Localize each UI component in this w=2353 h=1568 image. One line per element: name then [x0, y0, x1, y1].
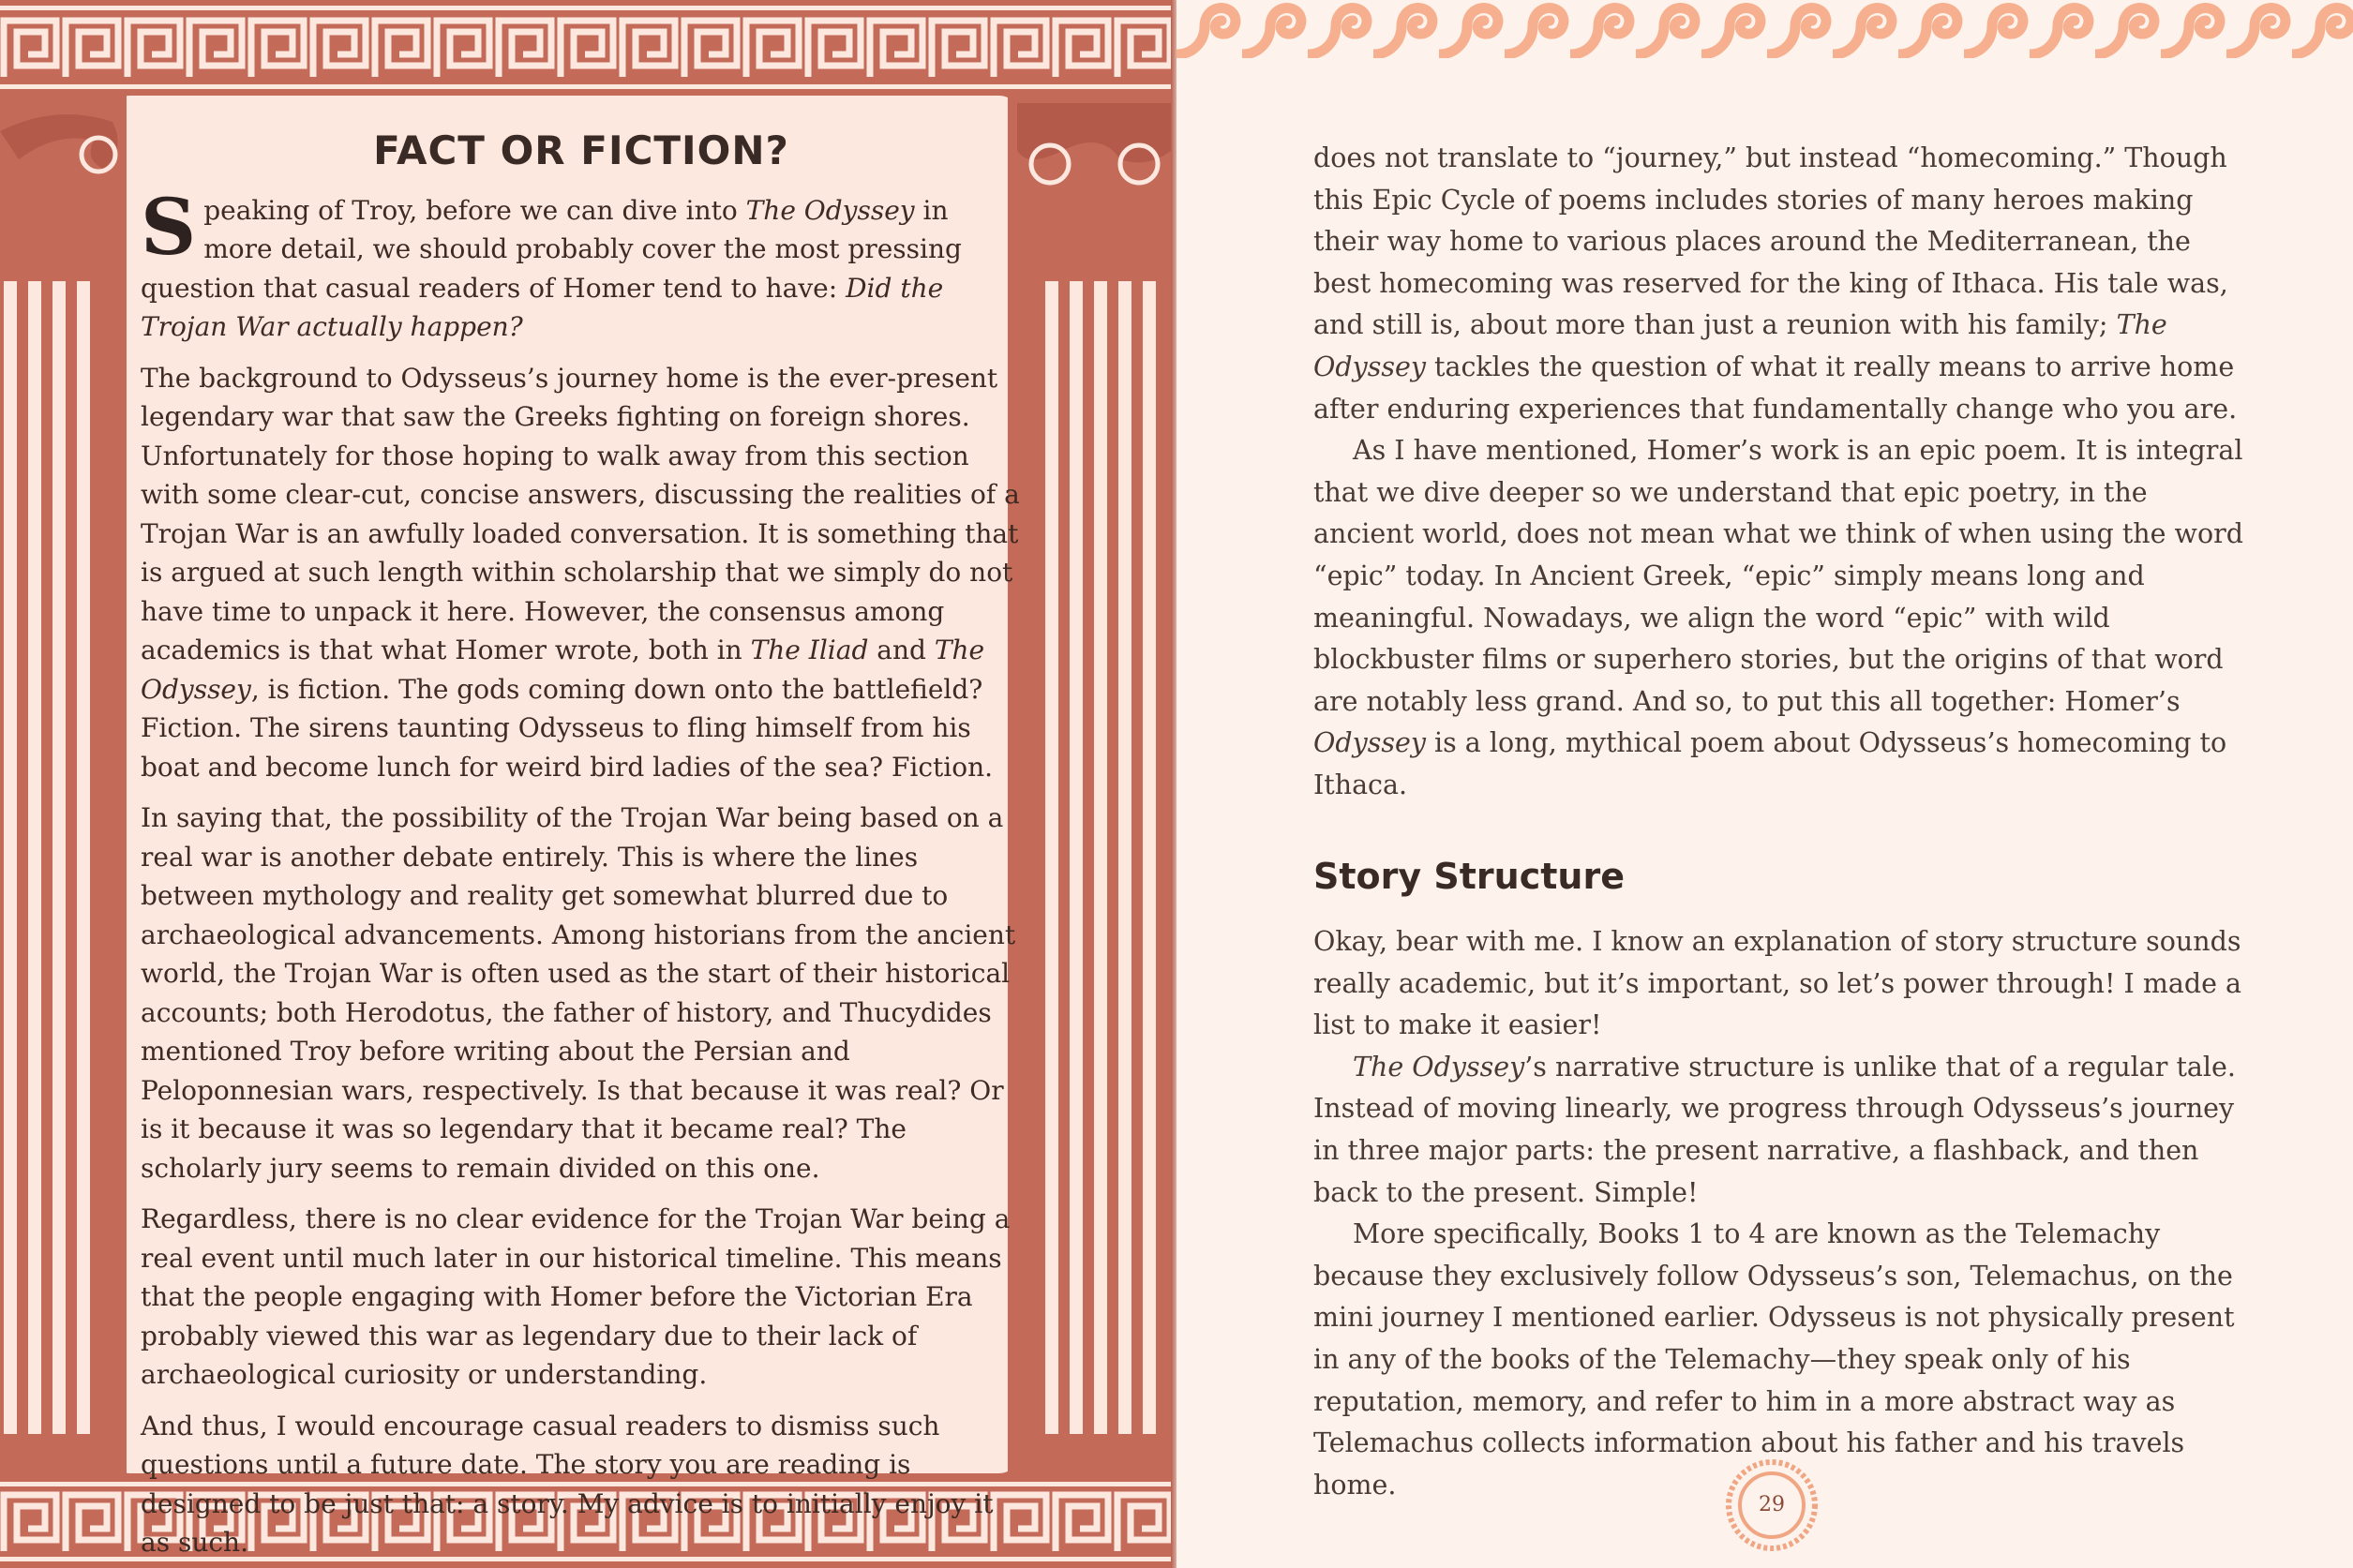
left-column-icon — [0, 94, 127, 1481]
left-page — [0, 0, 1176, 1568]
text-span: ’s narrative structure is unlike that of a regular tale. Instead of moving linearly, we progress through Odysseus’s journey in three major parts: the present narrative, a flashback, and then back to the present. Simple! — [1313, 1051, 2236, 1208]
paragraph-structure-intro: Okay, bear with me. I know an explanation of story structure sounds really academic, but it’s important, so let’s power through! I made a list to make it easier! — [1313, 926, 2242, 1041]
text-span: tackles the question of what it really means to arrive home after enduring experiences that fundamentally change who you are. — [1313, 351, 2238, 425]
paragraph-epic — [1313, 430, 2251, 806]
right-page-body — [1313, 138, 2251, 1506]
text-span: in more detail, we should probably cover the most pressing question that casual readers of Homer tend to have: — [141, 194, 962, 304]
paragraph-evidence: Regardless, there is no clear evidence for the Trojan War being a real event until much later in our historical timeline. This means that the people engaging with Homer before the Victorian Era probably viewed this war as legendary due to their lack of archaeological curiosity or understanding. — [141, 1203, 1011, 1390]
subsection-title: Story Structure — [1313, 855, 1625, 897]
text-span: does not translate to “journey,” but instead “homecoming.” Though this Epic Cycle of poems includes stories of many heroes making their way home to various places around the Mediterranean, the best homecoming was reserved for the king of Ithaca. His tale was, and still is, about more than just a reunion with his family; — [1313, 142, 2228, 341]
page-number: 29 — [1759, 1493, 1785, 1516]
italic-title: The Odyssey — [141, 635, 985, 705]
wave-border-icon — [1176, 0, 2353, 58]
paragraph-structure — [1313, 1047, 2251, 1214]
left-page-body — [141, 124, 1022, 1568]
section-title: FACT OR FICTION? — [373, 127, 789, 173]
text-span: The background to Odysseus’s journey home is the ever-present legendary war that saw the Greeks fighting on foreign shores. Unfortunately for those hoping to walk away from this section with some clear-cut, concise answers, discussing the realities of a Trojan War is an awfully loaded conversation. It is something that is argued at such length within scholarship that we simply do not have time to unpack it here. However, the consensus among academics is that what Homer wrote, both in — [141, 362, 1020, 665]
italic-title: The Odyssey — [1353, 1051, 1525, 1083]
paragraph-debate: In saying that, the possibility of the Trojan War being based on a real war is another debate entirely. This is where the lines between mythology and reality get somewhat blurred due to archaeological advancements. Among historians from the ancient world, the Trojan War is often used as the start of their historical accounts; both Herodotus, the father of history, and Thucydides mentioned Troy before writing about the Persian and Peloponnesian wars, respectively. Is that because it was real? Or is it because it was so legendary that it became real? The scholarly jury seems to remain divided on this one. — [141, 802, 1016, 1184]
dropcap-letter: S — [141, 182, 197, 273]
italic-title: The Odyssey — [745, 194, 915, 226]
paragraph-advice: And thus, I would encourage casual readers to dismiss such questions until a future date. The story you are reading is designed to be just that: a story. My advice is to initially enjoy it as such. — [141, 1410, 994, 1558]
text-span: , is fiction. The gods coming down onto the battlefield? Fiction. The sirens taunting Odysseus to fling himself from his boat and become lunch for weird bird ladies of the sea? Fiction. — [141, 673, 994, 783]
italic-question: Did the Trojan War actually happen? — [141, 272, 944, 342]
italic-title: The Iliad — [750, 635, 869, 665]
italic-title: The Odyssey — [1313, 309, 2167, 382]
text-span: and — [868, 635, 935, 665]
right-page — [1176, 0, 2353, 1568]
text-span: is a long, mythical poem about Odysseus’s homecoming to Ithaca. — [1313, 727, 2227, 800]
paragraph-homecoming — [1313, 138, 2251, 430]
paragraph-intro — [141, 182, 1022, 347]
text-span: As I have mentioned, Homer’s work is an epic poem. It is integral that we dive deeper so we understand that epic poetry, in the ancient world, does not mean what we think of when using the word “epic” today. In Ancient Greek, “epic” simply means long and meaningful. Nowadays, we align the word “epic” with wild blockbuster films or superhero stories, but the origins of that word are notably less grand. And so, to put this all together: Homer’s — [1313, 435, 2243, 717]
page-number-badge — [1725, 1458, 1819, 1552]
paragraph-background — [141, 359, 1022, 787]
italic-title: Odyssey — [1313, 727, 1426, 759]
text-span: peaking of Troy, before we can dive into — [203, 194, 746, 226]
right-column-icon — [1008, 94, 1176, 1481]
paragraph-telemachy: More specifically, Books 1 to 4 are known as the Telemachy because they exclusively follow Odysseus’s son, Telemachus, on the mini journey I mentioned earlier. Odysseus is not physically present in any of the books of the Telemachy—they speak only of his reputation, memory, and refer to him in a more abstract way as Telemachus collects information about his father and his travels home. — [1313, 1218, 2235, 1501]
greek-key-border-top — [0, 0, 1176, 94]
